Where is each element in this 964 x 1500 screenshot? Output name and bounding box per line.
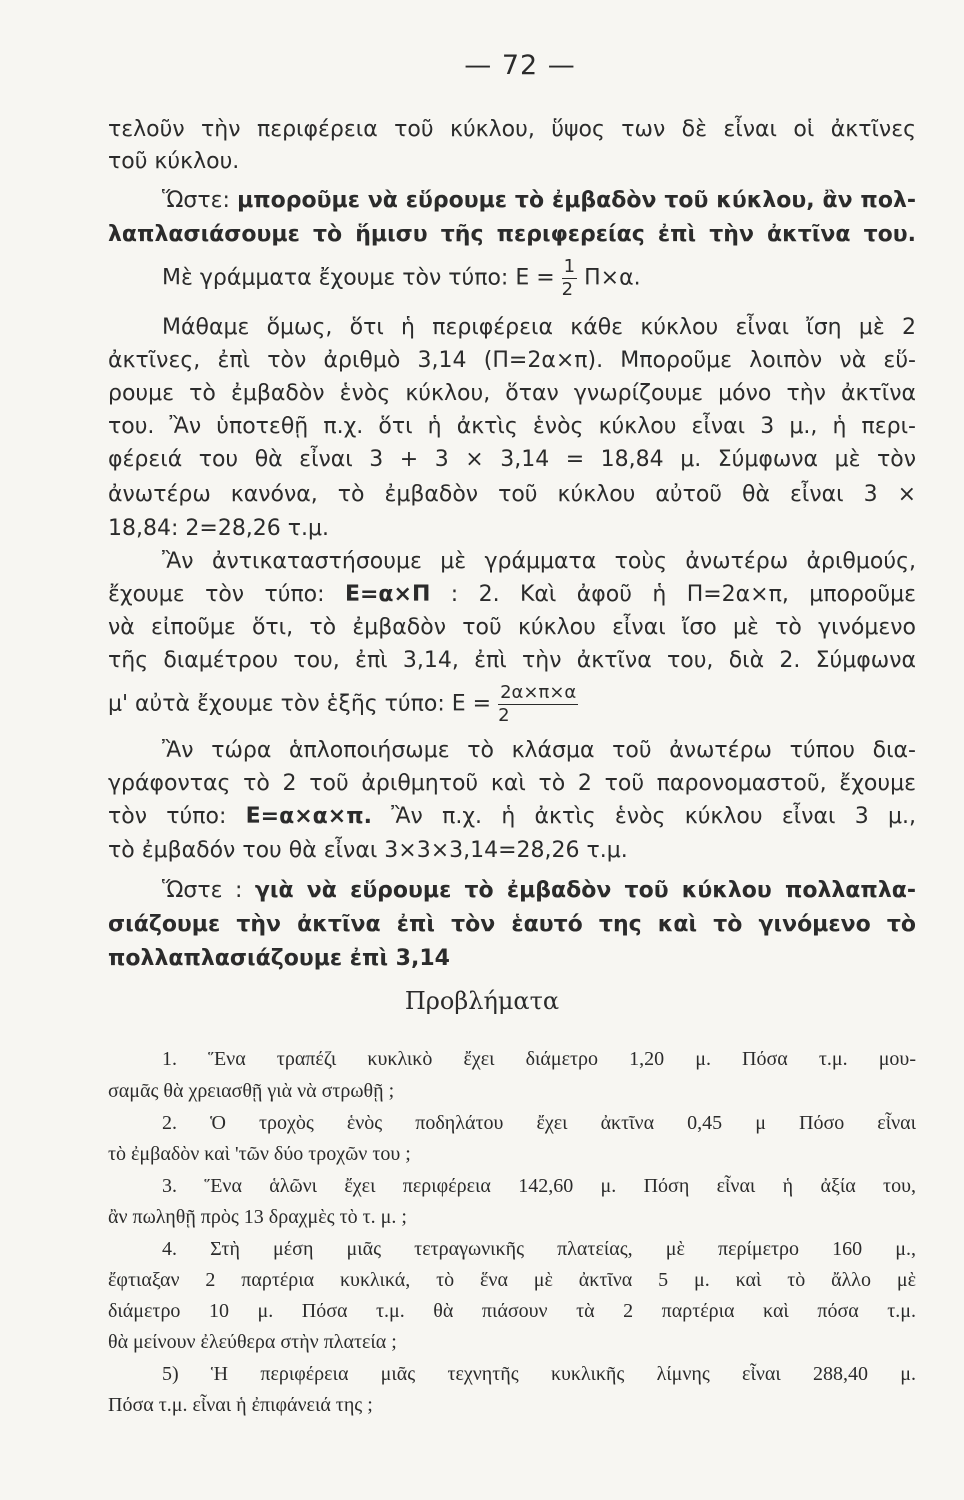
rule-emphasis: πολλαπλασιάζουμε ἐπὶ 3,14: [108, 946, 450, 971]
rule-emphasis: σιάζουμε τὴν ἀκτῖνα ἐπὶ τὸν ἑαυτό της καὶ τὸ γινόμενο τὸ: [108, 912, 916, 937]
rule-emphasis: γιὰ νὰ εὕρουμε τὸ ἐμβαδὸν τοῦ κύκλου πολλαπλα-: [254, 878, 916, 903]
text-line: Μάθαμε ὅμως, ὅτι ἡ περιφέρεια κάθε κύκλου εἶναι ἴση μὲ 2: [162, 315, 916, 340]
text-line: τελοῦν τὴν περιφέρεια τοῦ κύκλου, ὕψος των δὲ εἶναι οἱ ἀκτῖνες: [108, 117, 916, 142]
problem-item: σαμᾶς θὰ χρειασθῇ γιὰ νὰ στρωθῇ ;: [108, 1080, 395, 1102]
text-line: του. Ἂν ὑποτεθῇ π.χ. ὅτι ἡ ἀκτὶς ἑνὸς κύκλου εἶναι 3 μ., ἡ περι-: [108, 414, 916, 439]
text-line: ἀνωτέρω κανόνα, τὸ ἐμβαδὸν τοῦ κύκλου αὐτοῦ θὰ εἶναι 3 ×: [108, 482, 916, 507]
text-line: [108, 802, 916, 832]
fraction: [562, 258, 577, 299]
problem-item: 4. Στὴ μέση μιᾶς τετραγωνικῆς πλατείας, μὲ περίμετρο 160 μ.,: [162, 1238, 916, 1260]
text-line: φέρειά του θὰ εἶναι 3 + 3 × 3,14 = 18,84 μ. Σύμφωνα μὲ τὸν: [108, 447, 916, 472]
rule-emphasis: λαπλασιάσουμε τὸ ἥμισυ τῆς περιφερείας ἐπὶ τὴν ἀκτῖνα του.: [108, 222, 916, 247]
problem-item: 1. Ἕνα τραπέζι κυκλικὸ ἔχει διάμετρο 1,20 μ. Πόσα τ.μ. μου-: [162, 1048, 916, 1070]
text-line: ρουμε τὸ ἐμβαδὸν ἑνὸς κύκλου, ὅταν γνωρίζουμε μόνο τὴν ἀκτῖνα: [108, 381, 916, 406]
formula-line: [108, 684, 916, 725]
text-run: Μὲ γράμματα ἔχουμε τὸν τύπο: Ε =: [162, 265, 555, 291]
problem-item: ἂν πωληθῇ πρὸς 13 δραχμὲς τὸ τ. μ. ;: [108, 1206, 407, 1228]
text-run: τὸν τύπο:: [108, 804, 246, 829]
fraction-denominator: 2: [498, 705, 510, 726]
problem-item: 5) Ἡ περιφέρεια μιᾶς τεχνητῆς κυκλικῆς λίμνης εἶναι 288,40 μ.: [162, 1363, 916, 1385]
text-line: [108, 580, 916, 610]
text-line: [162, 186, 916, 216]
page-number: — 72 —: [464, 50, 576, 81]
text-run: : 2. Καὶ ἀφοῦ ἡ Π=2α×π, μποροῦμε: [430, 582, 916, 607]
text-line: 18,84: 2=28,26 τ.μ.: [108, 516, 330, 541]
formula-emphasis: Ε=α×Π: [344, 582, 431, 607]
text-line: τὸ ἐμβαδόν του θὰ εἶναι 3×3×3,14=28,26 τ.μ.: [108, 838, 628, 863]
text-line: νὰ εἰποῦμε ὅτι, τὸ ἐμβαδὸν τοῦ κύκλου εἶναι ἴσο μὲ τὸ γινόμενο: [108, 615, 916, 640]
problem-item: διάμετρο 10 μ. Πόσα τ.μ. θὰ πιάσουν τὰ 2 παρτέρια καὶ πόσα τ.μ.: [108, 1300, 916, 1322]
text-line: τῆς διαμέτρου του, ἐπὶ 3,14, ἐπὶ τὴν ἀκτῖνα του, διὰ 2. Σύμφωνα: [108, 648, 916, 673]
text-run: μ' αὐτὰ ἔχουμε τὸν ἑξῆς τύπο: Ε =: [108, 691, 492, 717]
text-run: Ἂν π.χ. ἡ ἀκτὶς ἑνὸς κύκλου εἶναι 3 μ.,: [371, 804, 916, 829]
text-run: Π×α.: [584, 265, 641, 291]
text-line: ἀκτῖνες, ἐπὶ τὸν ἀριθμὸ 3,14 (Π=2α×π). Μποροῦμε λοιπὸν νὰ εὕ-: [108, 348, 916, 373]
text-line: Ἂν τώρα ἁπλοποιήσωμε τὸ κλάσμα τοῦ ἀνωτέρω τύπου δια-: [162, 738, 916, 763]
problem-item: ἔφτιαξαν 2 παρτέρια κυκλικά, τὸ ἕνα μὲ ἀκτῖνα 5 μ. καὶ τὸ ἄλλο μὲ: [108, 1269, 916, 1291]
fraction: [498, 684, 578, 725]
rule-emphasis: μποροῦμε νὰ εὕρουμε τὸ ἐμβαδὸν τοῦ κύκλου, ἂν πολ-: [237, 188, 917, 213]
fraction-numerator: 1: [563, 256, 576, 277]
text-run: ἔχουμε τὸν τύπο:: [108, 582, 345, 607]
problem-item: Πόσα τ.μ. εἶναι ἡ ἐπιφάνειά της ;: [108, 1394, 373, 1416]
fraction-denominator: 2: [561, 279, 574, 300]
fraction-numerator: 2α×π×α: [500, 682, 577, 703]
problem-item: τὸ ἐμβαδὸν καὶ 'τῶν δύο τροχῶν του ;: [108, 1143, 411, 1165]
text-line: γράφοντας τὸ 2 τοῦ ἀριθμητοῦ καὶ τὸ 2 τοῦ παρονομαστοῦ, ἔχουμε: [108, 771, 916, 796]
text-line: [162, 876, 916, 906]
problem-item: θὰ μείνουν ἐλεύθερα στὴν πλατεία ;: [108, 1331, 397, 1353]
section-title: Προβλήματα: [404, 987, 560, 1015]
formula-emphasis: Ε=α×α×π.: [245, 804, 372, 829]
text-run: Ὥστε :: [162, 878, 255, 903]
text-line: τοῦ κύκλου.: [108, 149, 240, 174]
text-run: Ὥστε:: [162, 188, 238, 213]
formula-line: [162, 258, 916, 299]
problem-item: 2. Ὁ τροχὸς ἑνὸς ποδηλάτου ἔχει ἀκτῖνα 0,45 μ Πόσο εἶναι: [162, 1112, 916, 1134]
problem-item: 3. Ἕνα ἁλῶνι ἔχει περιφέρεια 142,60 μ. Πόση εἶναι ἡ ἀξία του,: [162, 1175, 916, 1197]
text-line: Ἂν ἀντικαταστήσουμε μὲ γράμματα τοὺς ἀνωτέρω ἀριθμούς,: [162, 549, 916, 574]
